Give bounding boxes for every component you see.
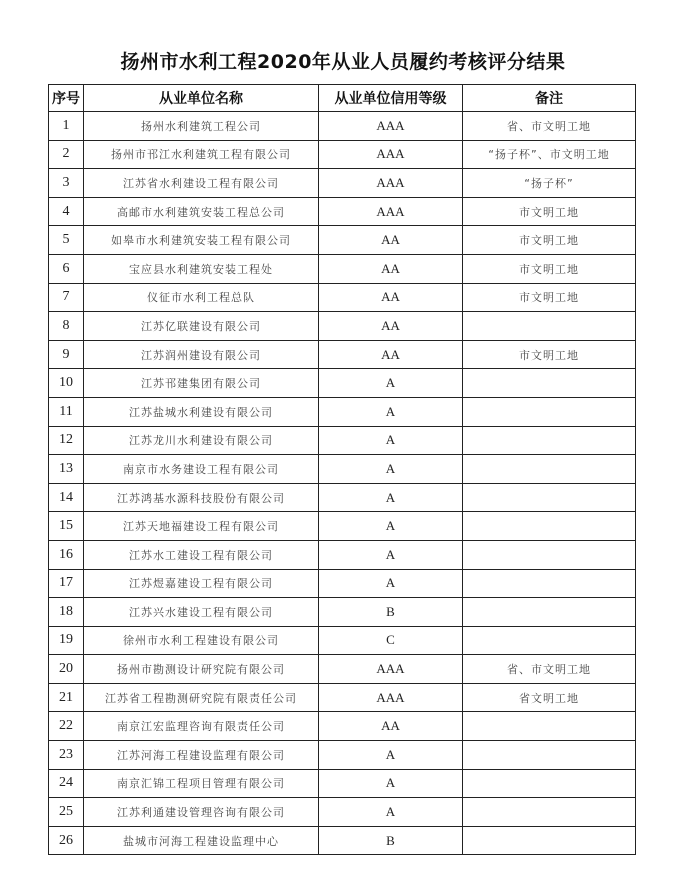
row-remarks bbox=[463, 426, 636, 455]
row-company-name: 江苏利通建设管理咨询有限公司 bbox=[84, 798, 319, 827]
row-serial-number: 26 bbox=[49, 826, 84, 855]
row-company-name: 江苏水工建设工程有限公司 bbox=[84, 540, 319, 569]
row-company-name: 江苏邗建集团有限公司 bbox=[84, 369, 319, 398]
row-company-name: 宝应县水利建筑安装工程处 bbox=[84, 254, 319, 283]
page-title: 扬州市水利工程2020年从业人员履约考核评分结果 bbox=[120, 51, 566, 73]
row-credit-grade: A bbox=[319, 455, 463, 484]
row-credit-grade: A bbox=[319, 540, 463, 569]
row-company-name: 南京江宏监理咨询有限责任公司 bbox=[84, 712, 319, 741]
row-company-name: 高邮市水利建筑安装工程总公司 bbox=[84, 197, 319, 226]
row-credit-grade: AAA bbox=[319, 112, 463, 141]
table-row bbox=[49, 455, 636, 484]
row-credit-grade: A bbox=[319, 512, 463, 541]
table-row bbox=[49, 512, 636, 541]
row-credit-grade: AAA bbox=[319, 197, 463, 226]
row-credit-grade: A bbox=[319, 369, 463, 398]
row-company-name: 江苏盐城水利建设有限公司 bbox=[84, 397, 319, 426]
row-serial-number: 2 bbox=[49, 140, 84, 169]
row-company-name: 江苏省水利建设工程有限公司 bbox=[84, 169, 319, 198]
row-company-name: 扬州水利建筑工程公司 bbox=[84, 112, 319, 141]
row-serial-number: 18 bbox=[49, 598, 84, 627]
row-remarks bbox=[463, 397, 636, 426]
table-row bbox=[49, 712, 636, 741]
table-row bbox=[49, 397, 636, 426]
row-remarks bbox=[463, 769, 636, 798]
row-serial-number: 7 bbox=[49, 283, 84, 312]
row-remarks bbox=[463, 712, 636, 741]
table-row bbox=[49, 741, 636, 770]
row-company-name: 江苏兴水建设工程有限公司 bbox=[84, 598, 319, 627]
table-row bbox=[49, 254, 636, 283]
row-remarks bbox=[463, 312, 636, 341]
row-credit-grade: AA bbox=[319, 312, 463, 341]
row-credit-grade: AAA bbox=[319, 655, 463, 684]
row-remarks: 省、市文明工地 bbox=[463, 655, 636, 684]
row-credit-grade: A bbox=[319, 426, 463, 455]
row-remarks bbox=[463, 741, 636, 770]
row-serial-number: 3 bbox=[49, 169, 84, 198]
table-row bbox=[49, 683, 636, 712]
row-remarks: 市文明工地 bbox=[463, 254, 636, 283]
table-row bbox=[49, 626, 636, 655]
row-remarks bbox=[463, 455, 636, 484]
row-remarks: “扬子杯” bbox=[463, 169, 636, 198]
row-remarks: 市文明工地 bbox=[463, 197, 636, 226]
row-serial-number: 15 bbox=[49, 512, 84, 541]
table-row bbox=[49, 483, 636, 512]
row-credit-grade: A bbox=[319, 569, 463, 598]
row-remarks bbox=[463, 512, 636, 541]
row-remarks: 市文明工地 bbox=[463, 226, 636, 255]
row-serial-number: 8 bbox=[49, 312, 84, 341]
row-remarks bbox=[463, 598, 636, 627]
results-table bbox=[48, 84, 636, 855]
row-serial-number: 25 bbox=[49, 798, 84, 827]
row-company-name: 扬州市邗江水利建筑工程有限公司 bbox=[84, 140, 319, 169]
table-row bbox=[49, 798, 636, 827]
row-company-name: 江苏润州建设有限公司 bbox=[84, 340, 319, 369]
table-row bbox=[49, 340, 636, 369]
row-remarks: 省、市文明工地 bbox=[463, 112, 636, 141]
row-company-name: 江苏煜嘉建设工程有限公司 bbox=[84, 569, 319, 598]
row-remarks bbox=[463, 369, 636, 398]
row-serial-number: 22 bbox=[49, 712, 84, 741]
table-row bbox=[49, 569, 636, 598]
row-company-name: 南京汇锦工程项目管理有限公司 bbox=[84, 769, 319, 798]
row-remarks bbox=[463, 826, 636, 855]
header-serial-number: 序号 bbox=[49, 85, 84, 112]
table-header-row bbox=[49, 85, 636, 112]
row-company-name: 扬州市勘测设计研究院有限公司 bbox=[84, 655, 319, 684]
table-row bbox=[49, 540, 636, 569]
row-serial-number: 16 bbox=[49, 540, 84, 569]
header-credit-grade: 从业单位信用等级 bbox=[319, 85, 463, 112]
row-remarks bbox=[463, 483, 636, 512]
row-serial-number: 12 bbox=[49, 426, 84, 455]
row-credit-grade: AAA bbox=[319, 169, 463, 198]
row-remarks bbox=[463, 540, 636, 569]
table-row bbox=[49, 140, 636, 169]
row-serial-number: 24 bbox=[49, 769, 84, 798]
row-credit-grade: C bbox=[319, 626, 463, 655]
row-company-name: 如皋市水利建筑安装工程有限公司 bbox=[84, 226, 319, 255]
table-row bbox=[49, 312, 636, 341]
header-remarks: 备注 bbox=[463, 85, 636, 112]
row-company-name: 盐城市河海工程建设监理中心 bbox=[84, 826, 319, 855]
row-remarks: 市文明工地 bbox=[463, 340, 636, 369]
table-row bbox=[49, 769, 636, 798]
row-remarks: 省文明工地 bbox=[463, 683, 636, 712]
row-credit-grade: AAA bbox=[319, 140, 463, 169]
row-credit-grade: B bbox=[319, 598, 463, 627]
row-remarks: 市文明工地 bbox=[463, 283, 636, 312]
row-remarks bbox=[463, 798, 636, 827]
row-company-name: 江苏省工程勘测研究院有限责任公司 bbox=[84, 683, 319, 712]
table-row bbox=[49, 197, 636, 226]
row-remarks: “扬子杯”、市文明工地 bbox=[463, 140, 636, 169]
row-credit-grade: AAA bbox=[319, 683, 463, 712]
row-company-name: 仪征市水利工程总队 bbox=[84, 283, 319, 312]
row-company-name: 江苏鸿基水源科技股份有限公司 bbox=[84, 483, 319, 512]
row-credit-grade: A bbox=[319, 798, 463, 827]
row-company-name: 徐州市水利工程建设有限公司 bbox=[84, 626, 319, 655]
row-company-name: 江苏天地福建设工程有限公司 bbox=[84, 512, 319, 541]
table-row bbox=[49, 169, 636, 198]
row-company-name: 江苏河海工程建设监理有限公司 bbox=[84, 741, 319, 770]
row-company-name: 南京市水务建设工程有限公司 bbox=[84, 455, 319, 484]
row-serial-number: 6 bbox=[49, 254, 84, 283]
row-credit-grade: A bbox=[319, 741, 463, 770]
row-serial-number: 11 bbox=[49, 397, 84, 426]
row-serial-number: 23 bbox=[49, 741, 84, 770]
row-serial-number: 4 bbox=[49, 197, 84, 226]
row-serial-number: 5 bbox=[49, 226, 84, 255]
row-credit-grade: AA bbox=[319, 712, 463, 741]
row-credit-grade: A bbox=[319, 397, 463, 426]
row-serial-number: 14 bbox=[49, 483, 84, 512]
row-credit-grade: AA bbox=[319, 340, 463, 369]
row-serial-number: 10 bbox=[49, 369, 84, 398]
row-credit-grade: AA bbox=[319, 226, 463, 255]
row-serial-number: 13 bbox=[49, 455, 84, 484]
table-row bbox=[49, 426, 636, 455]
row-credit-grade: AA bbox=[319, 283, 463, 312]
table-row bbox=[49, 826, 636, 855]
row-credit-grade: A bbox=[319, 769, 463, 798]
table-row bbox=[49, 112, 636, 141]
row-serial-number: 9 bbox=[49, 340, 84, 369]
table-row bbox=[49, 369, 636, 398]
table-row bbox=[49, 655, 636, 684]
row-remarks bbox=[463, 626, 636, 655]
row-serial-number: 20 bbox=[49, 655, 84, 684]
row-remarks bbox=[463, 569, 636, 598]
row-credit-grade: A bbox=[319, 483, 463, 512]
row-credit-grade: AA bbox=[319, 254, 463, 283]
row-serial-number: 19 bbox=[49, 626, 84, 655]
table-row bbox=[49, 283, 636, 312]
header-company-name: 从业单位名称 bbox=[84, 85, 319, 112]
row-credit-grade: B bbox=[319, 826, 463, 855]
table-row bbox=[49, 598, 636, 627]
row-serial-number: 17 bbox=[49, 569, 84, 598]
table-row bbox=[49, 226, 636, 255]
row-company-name: 江苏龙川水利建设有限公司 bbox=[84, 426, 319, 455]
row-serial-number: 1 bbox=[49, 112, 84, 141]
row-serial-number: 21 bbox=[49, 683, 84, 712]
row-company-name: 江苏亿联建设有限公司 bbox=[84, 312, 319, 341]
